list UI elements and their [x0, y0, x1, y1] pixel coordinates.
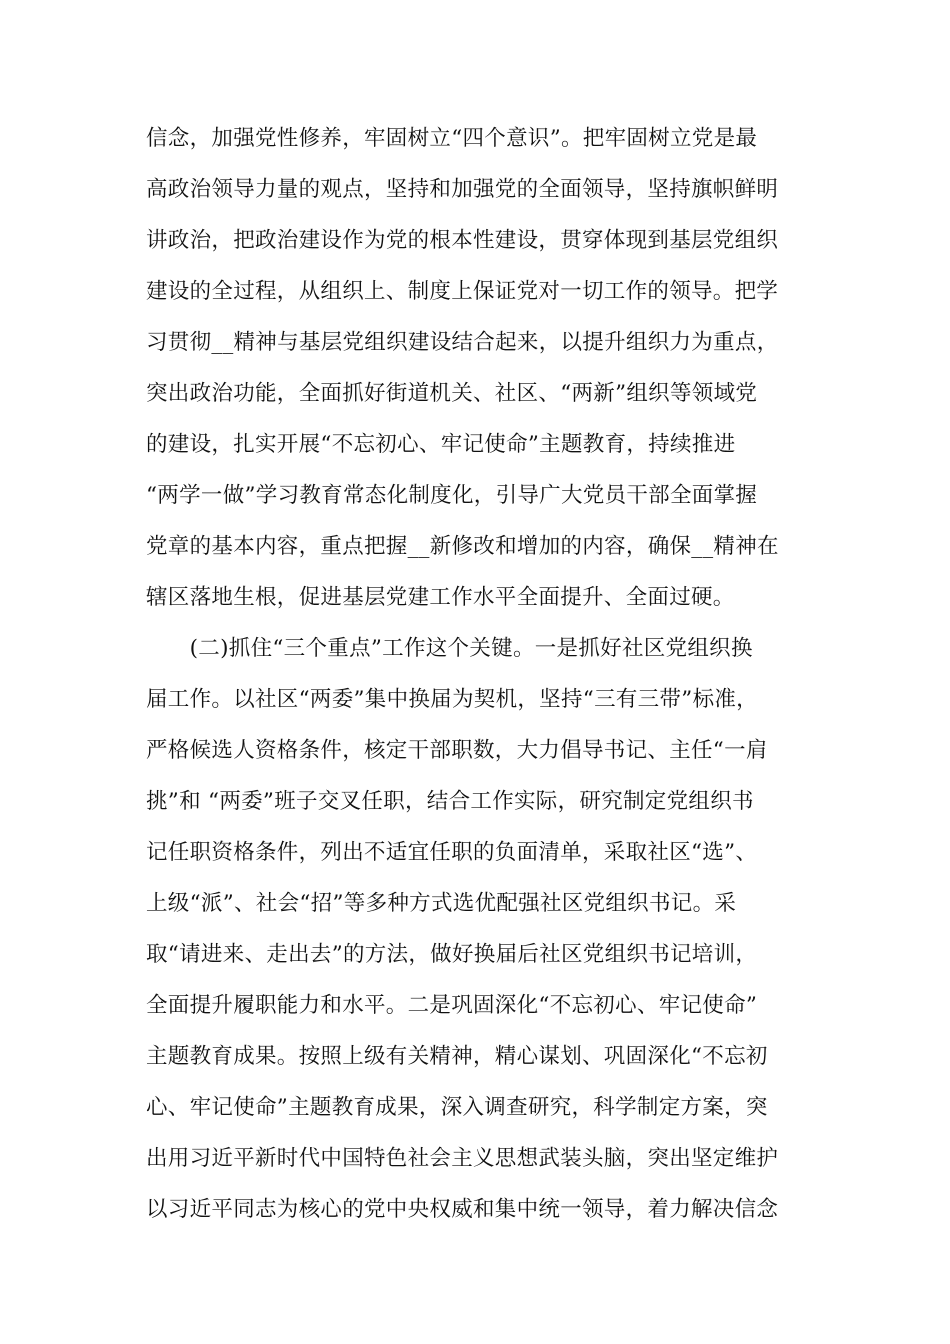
text-line: 挑”和 “两委”班子交叉任职，结合工作实际，研究制定党组织书: [146, 789, 754, 814]
text-line: 上级“派”、社会“招”等多种方式选优配强社区党组织书记。采: [146, 891, 737, 916]
text-line: 严格候选人资格条件，核定干部职数，大力倡导书记、主任“一肩: [146, 738, 768, 763]
text-line: 届工作。以社区“两委”集中换届为契机，坚持“三有三带”标准，: [146, 687, 758, 712]
text-line: 以习近平同志为核心的党中央权威和集中统一领导，着力解决信念: [146, 1197, 779, 1222]
text-line: 出用习近平新时代中国特色社会主义思想武装头脑，突出坚定维护: [146, 1146, 779, 1171]
text-line: 党章的基本内容，重点把握__新修改和增加的内容，确保__精神在: [146, 534, 779, 559]
text-line: 心、牢记使命”主题教育成果，深入调查研究，科学制定方案，突: [146, 1095, 768, 1120]
text-line: 建设的全过程，从组织上、制度上保证党对一切工作的领导。把学: [146, 279, 779, 304]
text-line: 的建设，扎实开展“不忘初心、牢记使命”主题教育，持续推进: [146, 432, 736, 457]
text-line: 全面提升履职能力和水平。二是巩固深化“不忘初心、牢记使命”: [146, 993, 758, 1018]
text-line: 信念，加强党性修养，牢固树立“四个意识”。把牢固树立党是最: [146, 126, 758, 151]
text-line: 突出政治功能，全面抓好街道机关、社区、“两新”组织等领域党: [146, 381, 758, 406]
text-line: 高政治领导力量的观点，坚持和加强党的全面领导，坚持旗帜鲜明: [146, 177, 779, 202]
text-line: 记任职资格条件，列出不适宜任职的负面清单，采取社区“选”、: [146, 840, 758, 865]
paragraph-start-line: (二)抓住“三个重点”工作这个关键。一是抓好社区党组织换: [146, 636, 753, 661]
text-line: “两学一做”学习教育常态化制度化，引导广大党员干部全面掌握: [146, 483, 758, 508]
text-line: 辖区落地生根，促进基层党建工作水平全面提升、全面过硬。: [146, 585, 735, 610]
text-line: 主题教育成果。按照上级有关精神，精心谋划、巩固深化“不忘初: [146, 1044, 768, 1069]
text-line: 习贯彻__精神与基层党组织建设结合起来，以提升组织力为重点，: [146, 330, 779, 355]
text-line: 取“请进来、走出去”的方法，做好换届后社区党组织书记培训，: [146, 942, 758, 967]
text-line: 讲政治，把政治建设作为党的根本性建设，贯穿体现到基层党组织: [146, 228, 779, 253]
